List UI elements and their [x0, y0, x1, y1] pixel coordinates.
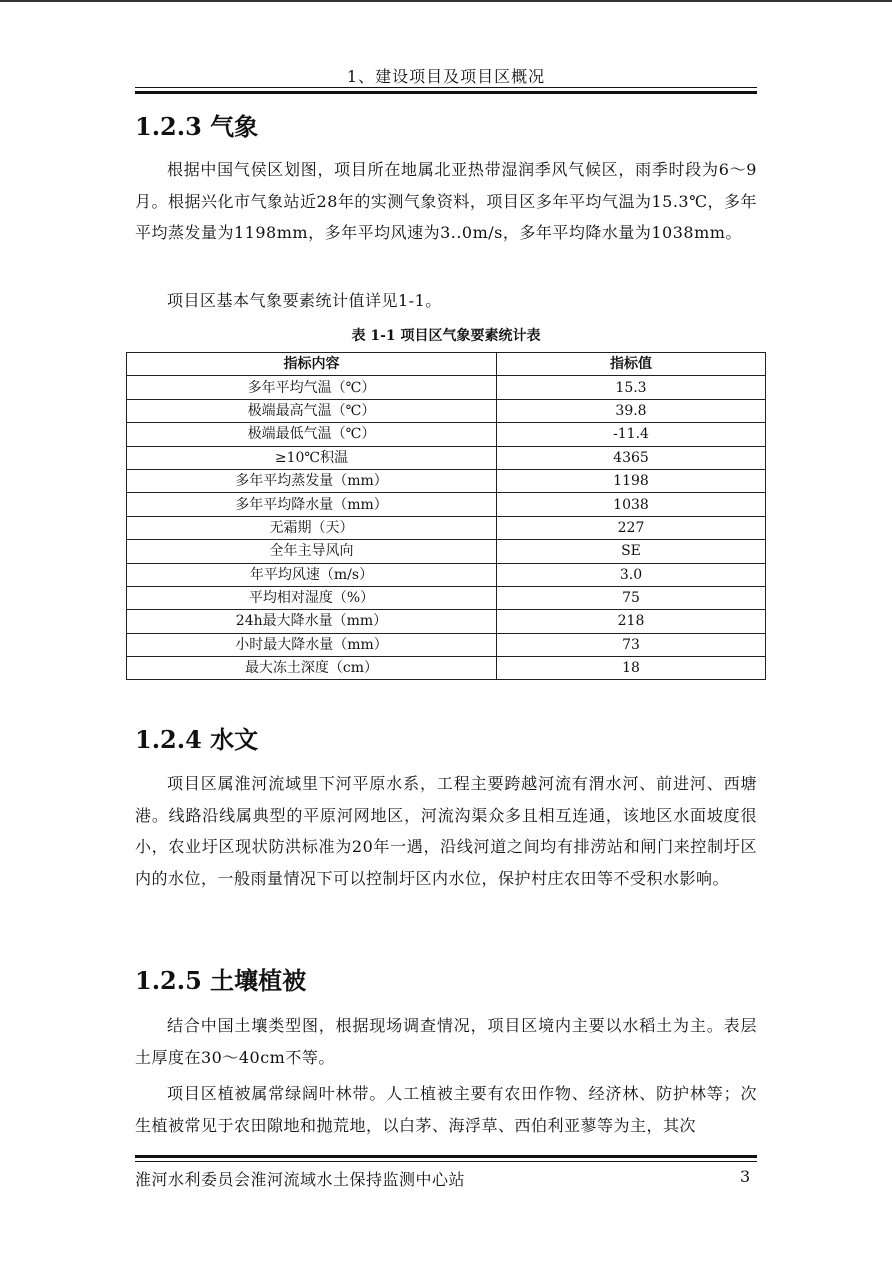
table-row — [127, 563, 766, 586]
table-cell-label: 多年平均蒸发量（mm） — [127, 469, 497, 492]
table-row — [127, 446, 766, 469]
table-row — [127, 493, 766, 516]
table-row — [127, 516, 766, 539]
table-cell-value: -11.4 — [497, 423, 766, 446]
section-heading-hydrology: 1.2.4 水文 — [135, 725, 259, 754]
table-cell-value: 18 — [497, 657, 766, 680]
table-row — [127, 657, 766, 680]
table-cell-value: 1038 — [497, 493, 766, 516]
table-cell-label: 多年平均降水量（mm） — [127, 493, 497, 516]
table-header-row — [127, 353, 766, 376]
table-header-cell: 指标内容 — [127, 353, 497, 376]
table-row — [127, 586, 766, 609]
meteorology-table — [126, 352, 766, 680]
table-cell-label: ≥10℃积温 — [127, 446, 497, 469]
paragraph-meteorology-2: 项目区基本气象要素统计值详见1-1。 — [167, 291, 442, 310]
table-cell-label: 小时最大降水量（mm） — [127, 633, 497, 656]
table-cell-value: 227 — [497, 516, 766, 539]
section-heading-meteorology: 1.2.3 气象 — [135, 112, 259, 141]
table-cell-value: 73 — [497, 633, 766, 656]
table-cell-value: 218 — [497, 610, 766, 633]
table-cell-value: 15.3 — [497, 376, 766, 399]
table-cell-label: 多年平均气温（℃） — [127, 376, 497, 399]
table-cell-value: 75 — [497, 586, 766, 609]
table-cell-label: 极端最低气温（℃） — [127, 423, 497, 446]
table-cell-value: 1198 — [497, 469, 766, 492]
table-row — [127, 610, 766, 633]
page-number: 3 — [740, 1167, 751, 1186]
section-heading-soil-vegetation: 1.2.5 土壤植被 — [135, 966, 307, 995]
footer-rule-thin — [135, 1161, 757, 1162]
table-row — [127, 469, 766, 492]
table-cell-label: 最大冻土深度（cm） — [127, 657, 497, 680]
page-top-edge — [0, 0, 892, 2]
table-row — [127, 633, 766, 656]
table-cell-label: 平均相对湿度（%） — [127, 586, 497, 609]
table-caption: 表 1-1 项目区气象要素统计表 — [351, 328, 541, 344]
paragraph-meteorology-1: 根据中国气侯区划图，项目所在地属北亚热带湿润季风气候区，雨季时段为6～9月。根据兴化市气象站近28年的实测气象资料，项目区多年平均气温为15.3℃，多年平均蒸发量为1198mm，多年平均风速为3..0m/s，多年平均降水量为1038mm。 — [135, 160, 757, 242]
table-row — [127, 540, 766, 563]
table-cell-label: 年平均风速（m/s） — [127, 563, 497, 586]
paragraph-vegetation-1: 项目区植被属常绿阔叶林带。人工植被主要有农田作物、经济林、防护林等；次生植被常见于农田隙地和抛荒地，以白茅、海浮草、西伯利亚蓼等为主，其次 — [135, 1084, 757, 1135]
header-rule-thick — [135, 91, 757, 94]
table-cell-value: 39.8 — [497, 399, 766, 422]
footer-rule-thick — [135, 1155, 757, 1158]
running-header: 1、建设项目及项目区概况 — [346, 67, 546, 86]
table-cell-value: 3.0 — [497, 563, 766, 586]
table-row — [127, 376, 766, 399]
table-cell-label: 24h最大降水量（mm） — [127, 610, 497, 633]
footer-organization: 淮河水利委员会淮河流域水土保持监测中心站 — [135, 1170, 466, 1189]
table-header-cell: 指标值 — [497, 353, 766, 376]
table-cell-label: 无霜期（天） — [127, 516, 497, 539]
table-row — [127, 399, 766, 422]
paragraph-hydrology-1: 项目区属淮河流域里下河平原水系，工程主要跨越河流有渭水河、前进河、西塘港。线路沿线属典型的平原河网地区，河流沟渠众多且相互连通，该地区水面坡度很小，农业圩区现状防洪标准为20年一遇，沿线河道之间均有排涝站和闸门来控制圩区内的水位，一般雨量情况下可以控制圩区内水位，保护村庄农田等不受积水影响。 — [135, 774, 757, 888]
table-cell-label: 极端最高气温（℃） — [127, 399, 497, 422]
table-row — [127, 423, 766, 446]
table-cell-label: 全年主导风向 — [127, 540, 497, 563]
header-rule-thin — [135, 87, 757, 88]
paragraph-soil-1: 结合中国土壤类型图，根据现场调查情况，项目区境内主要以水稻土为主。表层土厚度在30～40cm不等。 — [135, 1016, 757, 1067]
table-cell-value: 4365 — [497, 446, 766, 469]
table-cell-value: SE — [497, 540, 766, 563]
